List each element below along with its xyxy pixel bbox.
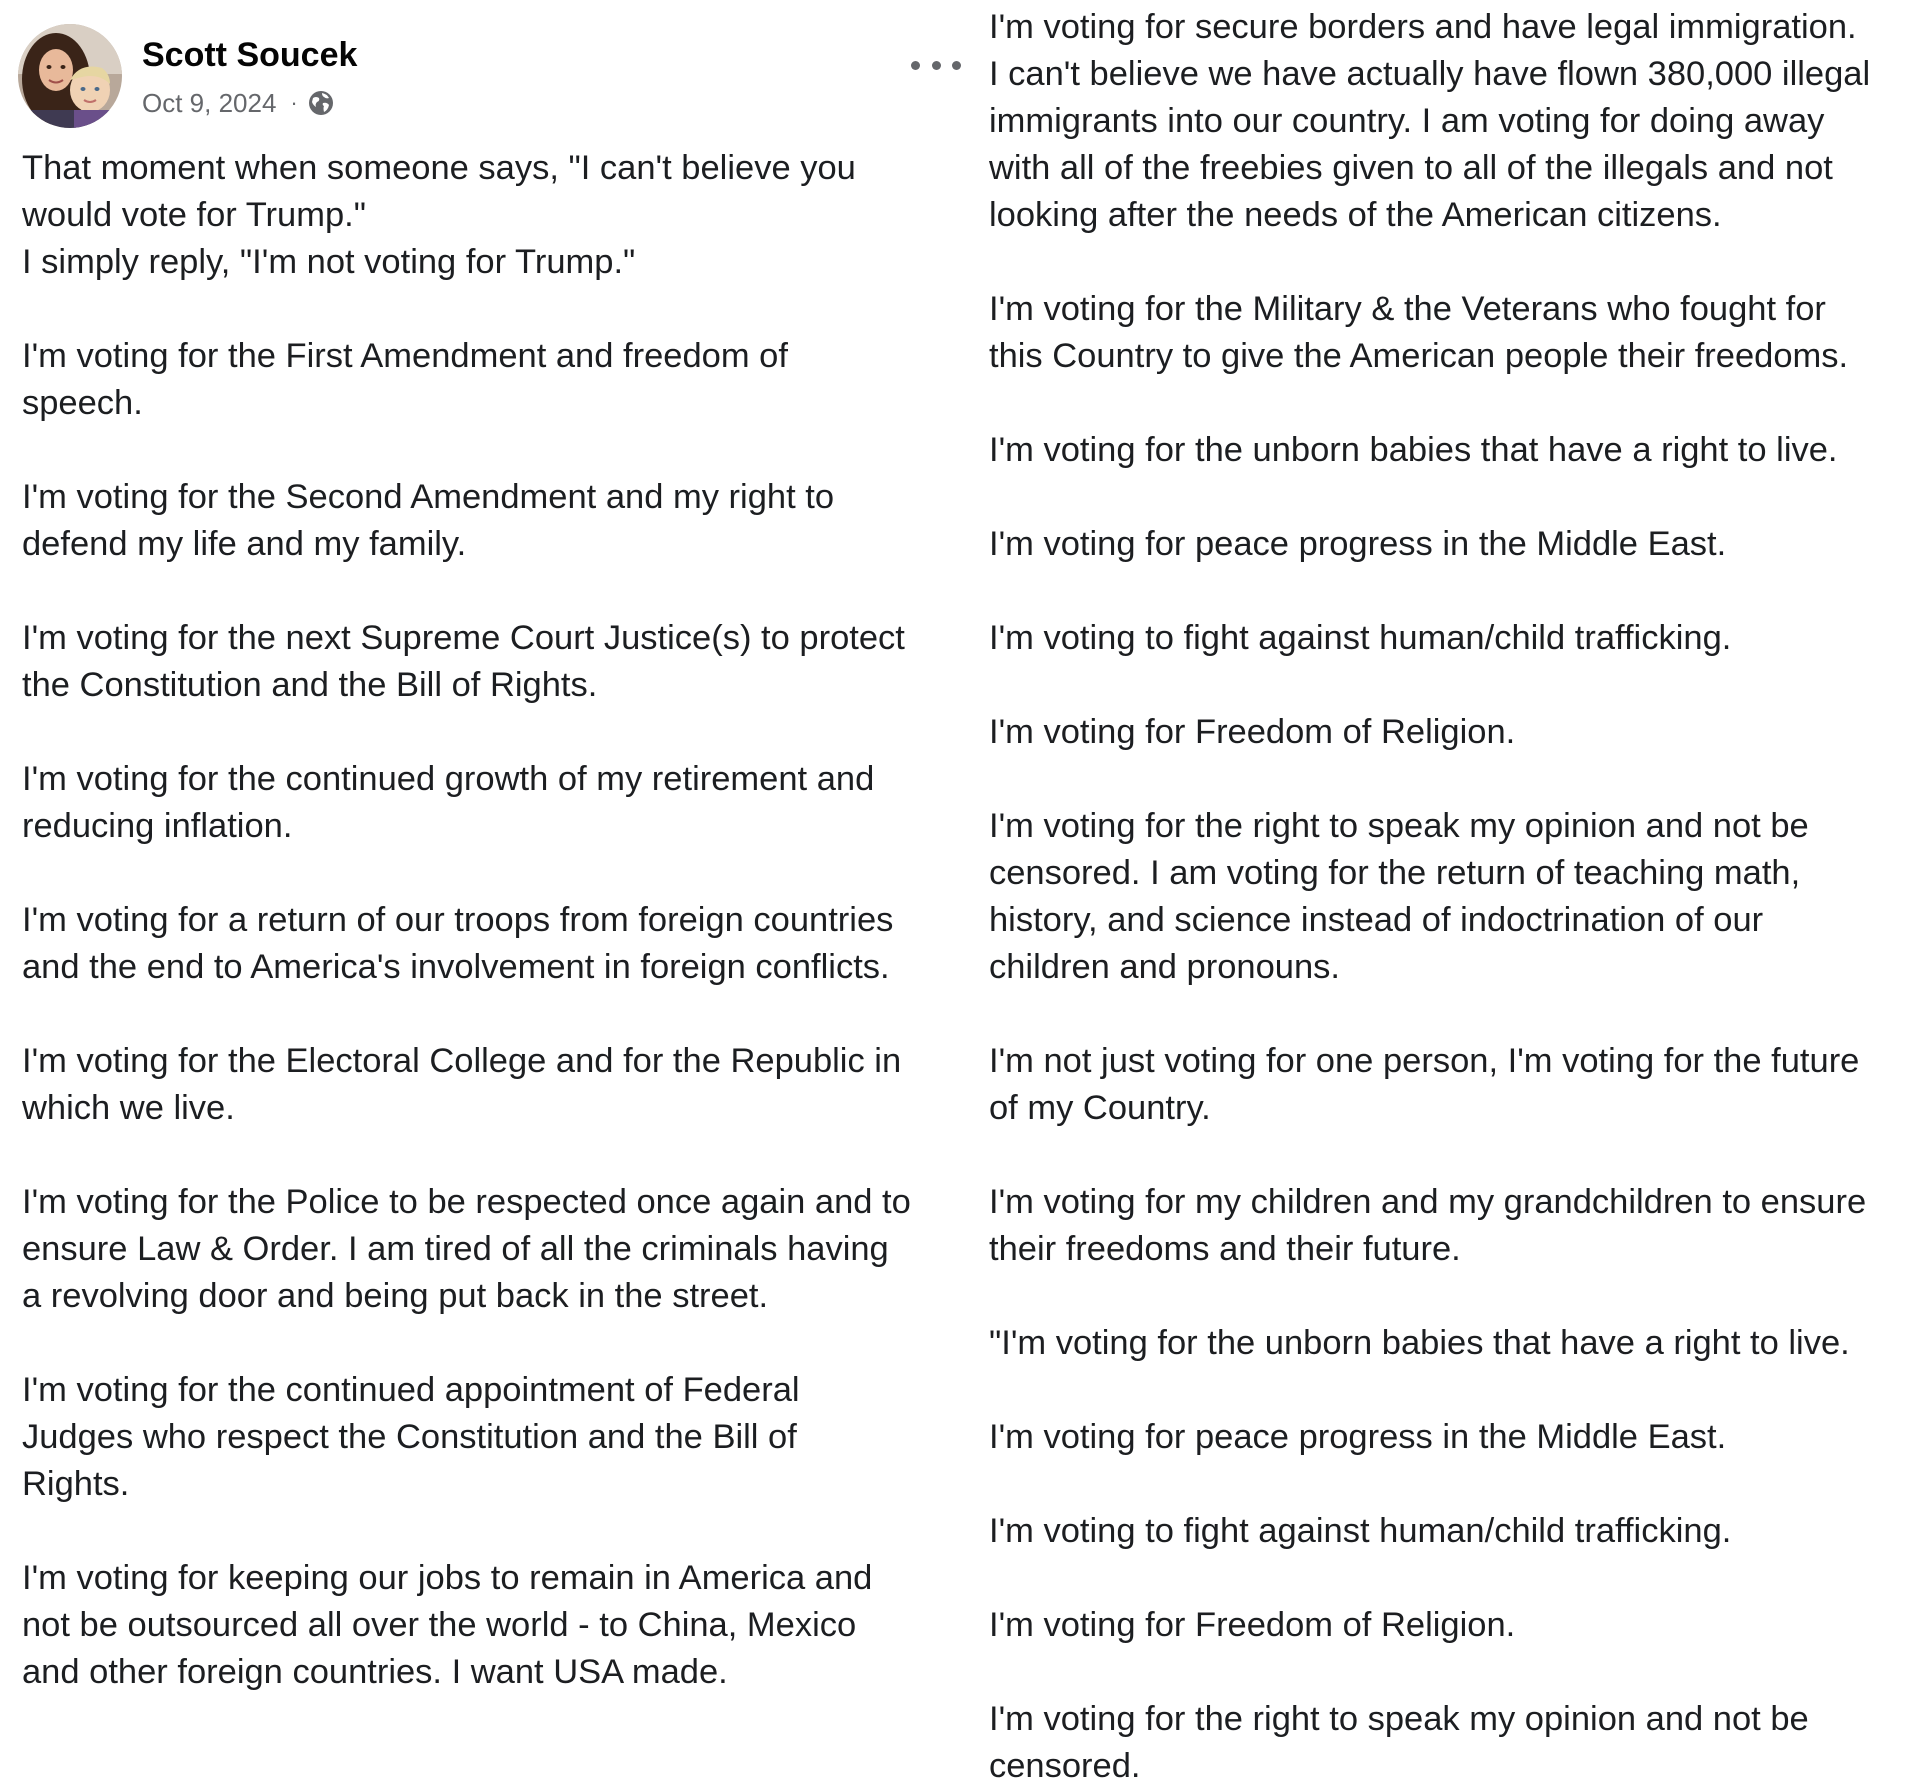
post-paragraph: I'm voting for the Police to be respected once again and to ensure Law & Order. I am tired of all the criminals having a revolving door and being put back in the street. — [22, 1183, 911, 1315]
post-paragraph: I'm voting for the Electoral College and for the Republic in which we live. — [22, 1042, 902, 1127]
post-paragraph: I'm voting for Freedom of Religion. — [989, 1606, 1516, 1644]
post-paragraph: I'm voting for the Second Amendment and my right to defend my life and my family. — [22, 478, 835, 563]
post-paragraph: I'm voting for Freedom of Religion. — [989, 713, 1516, 751]
avatar-photo — [18, 24, 122, 128]
author-name[interactable]: Scott Soucek — [142, 36, 358, 74]
post-paragraph: I'm voting for the Military & the Veterans who fought for this Country to give the American people their freedoms. — [989, 290, 1849, 375]
post-paragraph: I'm voting for the continued appointment of Federal Judges who respect the Constitution and the Bill of Rights. — [22, 1371, 800, 1503]
post-paragraph: I'm voting for peace progress in the Middle East. — [989, 525, 1727, 563]
more-options-button[interactable] — [911, 48, 961, 82]
post-paragraph: I'm voting for the right to speak my opinion and not be censored. — [989, 1700, 1809, 1785]
post-header — [18, 24, 953, 129]
post-paragraph: I'm voting for peace progress in the Middle East. — [989, 1418, 1727, 1456]
post-paragraph: I'm voting for the right to speak my opinion and not be censored. I am voting for the return of teaching math, history, and science instead of indoctrination of our children and pronouns. — [989, 807, 1809, 986]
post-paragraph: I'm not just voting for one person, I'm voting for the future of my Country. — [989, 1042, 1860, 1127]
post-paragraph: I'm voting for the continued growth of my retirement and reducing inflation. — [22, 760, 875, 845]
post-paragraph: I'm voting to fight against human/child trafficking. — [989, 1512, 1732, 1550]
post-paragraph: I'm voting for the unborn babies that have a right to live. — [989, 431, 1838, 469]
right-column — [975, 0, 1920, 1790]
post-body-left — [22, 145, 967, 1743]
post-paragraph: I'm voting for secure borders and have legal immigration. I can't believe we have actually have flown 380,000 illegal immigrants into our country. I am voting for doing away with all of the freebies given to all of the illegals and not looking after the needs of the American citizens. — [989, 8, 1871, 234]
post-paragraph: I'm voting for keeping our jobs to remain in America and not be outsourced all over the world - to China, Mexico and other foreign countries. I want USA made. — [22, 1559, 873, 1691]
post-body-right — [989, 4, 1914, 1790]
post-paragraph: I'm voting for my children and my grandchildren to ensure their freedoms and their future. — [989, 1183, 1867, 1268]
post-paragraph: I'm voting for the next Supreme Court Justice(s) to protect the Constitution and the Bill of Rights. — [22, 619, 905, 704]
post-date[interactable]: Oct 9, 2024 — [142, 87, 277, 118]
globe-icon[interactable] — [307, 89, 335, 117]
more-options-icon — [911, 61, 920, 70]
post-paragraph: "I'm voting for the unborn babies that have a right to live. — [989, 1324, 1850, 1362]
meta-separator: · — [290, 90, 298, 115]
post-paragraph: I'm voting for a return of our troops from foreign countries and the end to America's involvement in foreign conflicts. — [22, 901, 894, 986]
post-paragraph: I'm voting to fight against human/child trafficking. — [989, 619, 1732, 657]
avatar[interactable] — [18, 24, 122, 128]
post-paragraph: That moment when someone says, "I can't believe you would vote for Trump." I simply reply, "I'm not voting for Trump." — [22, 149, 856, 281]
post-meta — [142, 85, 335, 121]
post-paragraph: I'm voting for the First Amendment and freedom of speech. — [22, 337, 788, 422]
